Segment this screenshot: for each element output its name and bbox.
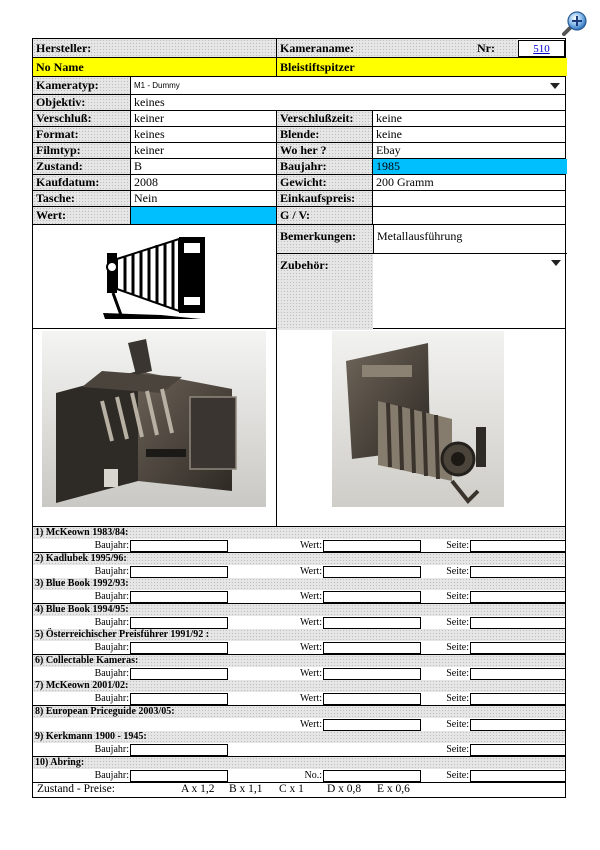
value-input[interactable] [323, 693, 421, 705]
nr-label: Nr: [454, 39, 518, 57]
year-label: Baujahr: [276, 159, 372, 174]
film-row [33, 143, 565, 159]
shutter-time-value: keine [372, 111, 567, 126]
page-input[interactable] [470, 668, 566, 680]
grade-e: E x 0,6 [377, 783, 410, 795]
source-label: Wo her ? [276, 143, 372, 158]
year-input[interactable] [130, 642, 228, 654]
price-source-title: 2) Kadlubek 1995/96: [33, 553, 565, 565]
value-input[interactable] [323, 591, 421, 603]
page-input[interactable] [470, 744, 566, 756]
year-label: Baujahr: [94, 616, 129, 628]
bag-row [33, 191, 565, 207]
manufacturer-value: No Name [33, 58, 276, 76]
header-row [33, 39, 565, 58]
page-label: Seite: [446, 540, 469, 551]
camera-record-sheet [32, 38, 566, 798]
price-source-fields [33, 590, 565, 604]
number-input[interactable] [323, 770, 421, 782]
shutter-value: keiner [130, 111, 276, 126]
year-input[interactable] [130, 566, 228, 578]
page-label: Seite: [446, 718, 469, 730]
page-label: Seite: [446, 693, 469, 704]
year-input[interactable] [130, 617, 228, 629]
year-label: Baujahr: [94, 667, 129, 679]
grade-c: C x 1 [279, 783, 304, 795]
camera-type-row [33, 77, 565, 95]
aperture-value: keine [372, 127, 567, 142]
purchase-date-value: 2008 [130, 175, 276, 190]
value-input[interactable] [323, 540, 421, 552]
condition-prices-footer [33, 781, 565, 797]
grade-d: D x 0,8 [327, 783, 362, 795]
purchase-price-label: Einkaufspreis: [276, 191, 372, 206]
value-label: Wert: [300, 565, 322, 577]
lens-row [33, 95, 565, 111]
page-label: Seite: [446, 744, 469, 755]
year-value: 1985 [372, 159, 567, 174]
shutter-time-label: Verschlußzeit: [276, 111, 372, 126]
camera-name-value: Bleistiftspitzer [276, 58, 567, 76]
logo-remarks-block [33, 225, 565, 329]
gv-label: G / V: [276, 207, 372, 224]
lens-label: Objektiv: [33, 95, 130, 110]
price-source-title: 7) McKeown 2001/02: [33, 680, 565, 692]
page-label: Seite: [446, 591, 469, 602]
gv-value [372, 207, 567, 224]
bag-label: Tasche: [33, 191, 130, 206]
price-source-fields [33, 718, 565, 732]
film-value: keiner [130, 143, 276, 158]
page-label: Seite: [446, 769, 469, 781]
folding-camera-logo [101, 233, 213, 321]
value-field [130, 207, 276, 224]
value-label: Wert: [33, 207, 130, 224]
price-source-title: 5) Österreichischer Preisführer 1991/92 : [33, 629, 565, 641]
source-value: Ebay [372, 143, 567, 158]
camera-photo-right [332, 331, 504, 507]
number-label: No.: [304, 769, 322, 781]
year-input[interactable] [130, 744, 228, 756]
year-input[interactable] [130, 770, 228, 782]
price-source-fields [33, 692, 565, 706]
price-source-title: 4) Blue Book 1994/95: [33, 604, 565, 616]
film-label: Filmtyp: [33, 143, 130, 158]
remarks-area [276, 225, 567, 328]
value-label: Wert: [300, 616, 322, 628]
price-source-title: 9) Kerkmann 1900 - 1945: [33, 731, 565, 743]
camera-type-label: Kameratyp: [33, 77, 130, 94]
value-label: Wert: [300, 591, 322, 602]
value-input[interactable] [323, 668, 421, 680]
purchase-price-value [372, 191, 567, 206]
value-label: Wert: [300, 642, 322, 653]
price-source-fields [33, 565, 565, 579]
page-label: Seite: [446, 616, 469, 628]
value-input[interactable] [323, 617, 421, 629]
format-value: keines [130, 127, 276, 142]
camera-name-label: Kameraname: [276, 39, 454, 57]
accessories-dropdown-icon[interactable] [551, 260, 561, 266]
year-label: Baujahr: [94, 769, 129, 781]
price-source-title: 6) Collectable Kameras: [33, 655, 565, 667]
record-number-link[interactable]: 510 [518, 40, 565, 57]
aperture-label: Blende: [276, 127, 372, 142]
condition-value: B [130, 159, 276, 174]
purchase-row [33, 175, 565, 191]
manufacturer-label: Hersteller: [33, 39, 276, 57]
year-label: Baujahr: [94, 744, 129, 755]
price-source-title: 8) European Priceguide 2003/05: [33, 706, 565, 718]
format-label: Format: [33, 127, 130, 142]
value-row [33, 207, 565, 225]
page-input[interactable] [470, 617, 566, 629]
condition-label: Zustand: [33, 159, 130, 174]
year-label: Baujahr: [94, 642, 129, 653]
bag-value: Nein [130, 191, 276, 206]
year-label: Baujahr: [94, 693, 129, 704]
value-input[interactable] [323, 566, 421, 578]
camera-logo-area [33, 225, 276, 328]
grade-b: B x 1,1 [229, 783, 263, 795]
accessories-value[interactable] [373, 254, 568, 330]
shutter-row [33, 111, 565, 127]
condition-prices-label: Zustand - Preise: [37, 783, 115, 795]
camera-type-select[interactable]: M1 - Dummy [130, 77, 567, 94]
shutter-label: Verschluß: [33, 111, 130, 126]
value-input[interactable] [323, 642, 421, 654]
page-label: Seite: [446, 667, 469, 679]
page-input[interactable] [470, 540, 566, 552]
price-source-fields [33, 616, 565, 630]
year-input[interactable] [130, 693, 228, 705]
page-label: Seite: [446, 642, 469, 653]
lens-value: keines [130, 95, 567, 110]
condition-row [33, 159, 565, 175]
camera-photo-left [42, 331, 266, 507]
price-reference-section [33, 527, 565, 781]
price-source-title: 1) McKeown 1983/84: [33, 527, 565, 539]
page-input[interactable] [470, 566, 566, 578]
remarks-label: Bemerkungen: [277, 225, 373, 253]
year-input[interactable] [130, 540, 228, 552]
page-input[interactable] [470, 719, 566, 731]
page-input[interactable] [470, 642, 566, 654]
price-source-title: 10) Abring: [33, 757, 565, 769]
photos-block [33, 329, 565, 527]
year-label: Baujahr: [94, 565, 129, 577]
dropdown-arrow-icon[interactable] [550, 83, 560, 89]
grade-a: A x 1,2 [181, 783, 215, 795]
value-label: Wert: [300, 667, 322, 679]
page-label: Seite: [446, 565, 469, 577]
price-source-fields [33, 641, 565, 655]
page-input[interactable] [470, 591, 566, 603]
weight-label: Gewicht: [276, 175, 372, 190]
zoom-in-icon[interactable] [562, 10, 588, 36]
year-input[interactable] [130, 591, 228, 603]
value-label: Wert: [300, 540, 322, 551]
value-label: Wert: [300, 693, 322, 704]
price-source-title: 3) Blue Book 1992/93: [33, 578, 565, 590]
price-source-fields [33, 743, 565, 757]
header-values-row [33, 58, 565, 77]
year-label: Baujahr: [94, 540, 129, 551]
page-input[interactable] [470, 770, 566, 782]
year-label: Baujahr: [94, 591, 129, 602]
price-source-fields [33, 539, 565, 553]
price-source-fields [33, 667, 565, 681]
accessories-label: Zubehör: [277, 254, 373, 330]
remarks-value: Metallausführung [373, 225, 568, 253]
year-input[interactable] [130, 668, 228, 680]
value-input[interactable] [323, 719, 421, 731]
value-label: Wert: [300, 718, 322, 730]
page-input[interactable] [470, 693, 566, 705]
purchase-date-label: Kaufdatum: [33, 175, 130, 190]
format-row [33, 127, 565, 143]
weight-value: 200 Gramm [372, 175, 567, 190]
